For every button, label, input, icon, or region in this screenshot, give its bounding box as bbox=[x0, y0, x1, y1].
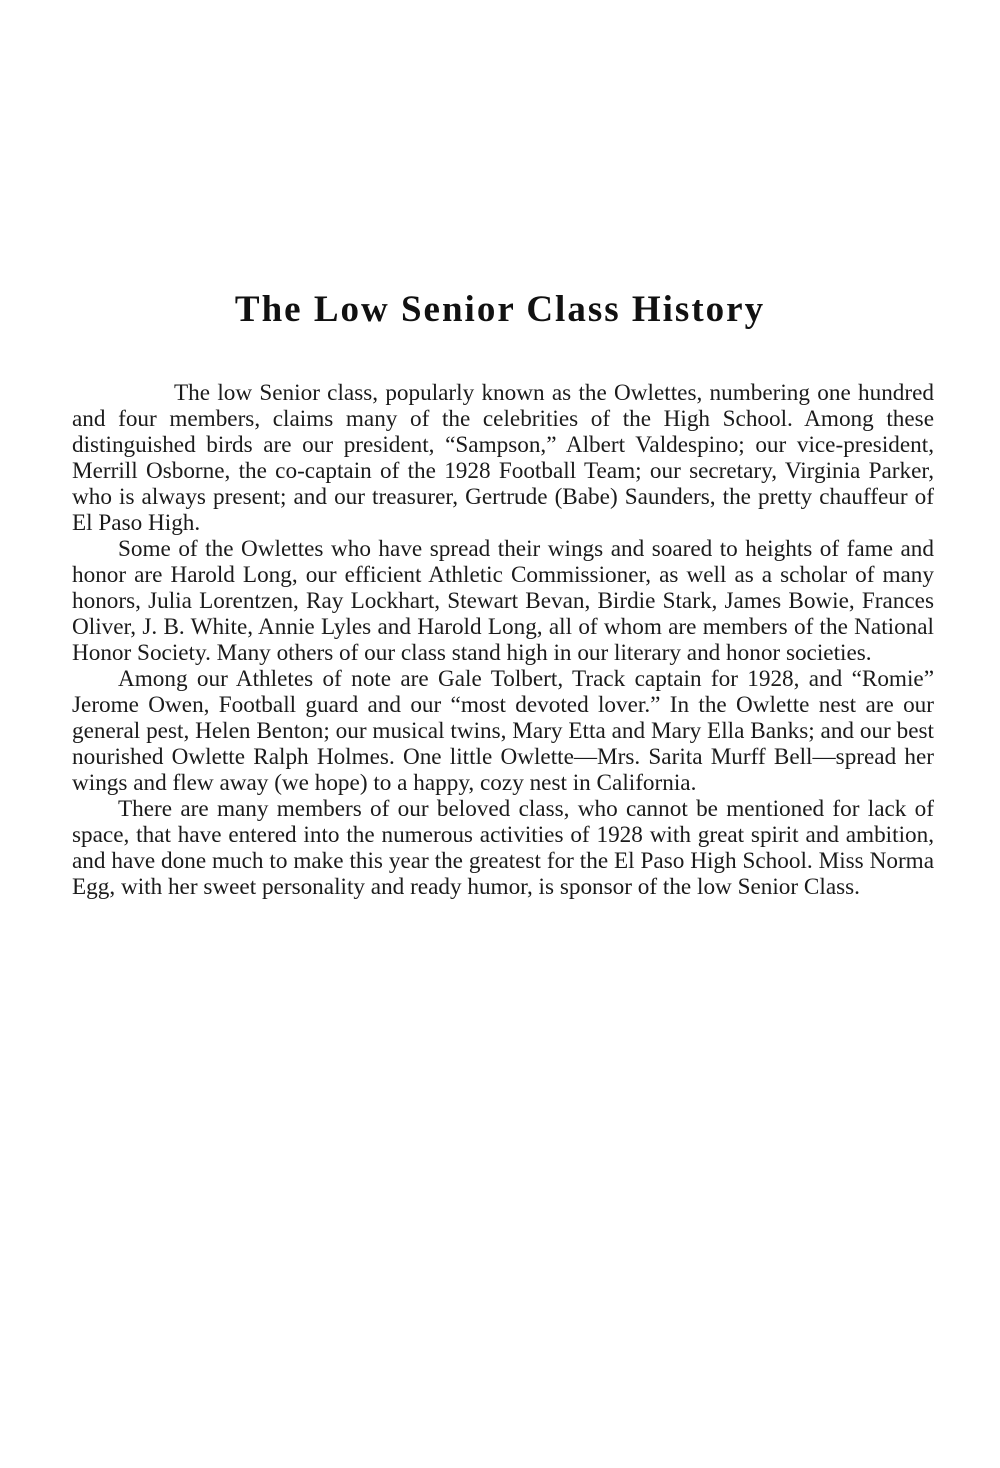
article-body bbox=[72, 380, 934, 900]
paragraph-1: The low Senior class, popularly known as the Owlettes, numbering one hundred and four members, claims many of the celebrities of the High School. Among these distinguished birds are our president, “Sampson,” Albert Valdespino; our vice-president, Merrill Osborne, the co-captain of the 1928 Football Team; our secretary, Virginia Parker, who is always present; and our treasurer, Gertrude (Babe) Saunders, the pretty chauffeur of El Paso High. bbox=[72, 380, 934, 536]
paragraph-3: Among our Athletes of note are Gale Tolbert, Track captain for 1928, and “Romie” Jerome Owen, Football guard and our “most devoted lover.” In the Owlette nest are our general pest, Helen Benton; our musical twins, Mary Etta and Mary Ella Banks; and our best nourished Owlette Ralph Holmes. One little Owlette—Mrs. Sarita Murff Bell—spread her wings and flew away (we hope) to a happy, cozy nest in California. bbox=[72, 666, 934, 796]
paragraph-2: Some of the Owlettes who have spread their wings and soared to heights of fame and honor are Harold Long, our efficient Athletic Commissioner, as well as a scholar of many honors, Julia Lorentzen, Ray Lockhart, Stewart Bevan, Birdie Stark, James Bowie, Frances Oliver, J. B. White, Annie Lyles and Harold Long, all of whom are members of the National Honor Society. Many others of our class stand high in our literary and honor societies. bbox=[72, 536, 934, 666]
paragraph-4: There are many members of our beloved class, who cannot be mentioned for lack of space, that have entered into the numerous activities of 1928 with great spirit and ambition, and have done much to make this year the greatest for the El Paso High School. Miss Norma Egg, with her sweet personality and ready humor, is sponsor of the low Senior Class. bbox=[72, 796, 934, 900]
page-title: The Low Senior Class History bbox=[234, 289, 766, 330]
